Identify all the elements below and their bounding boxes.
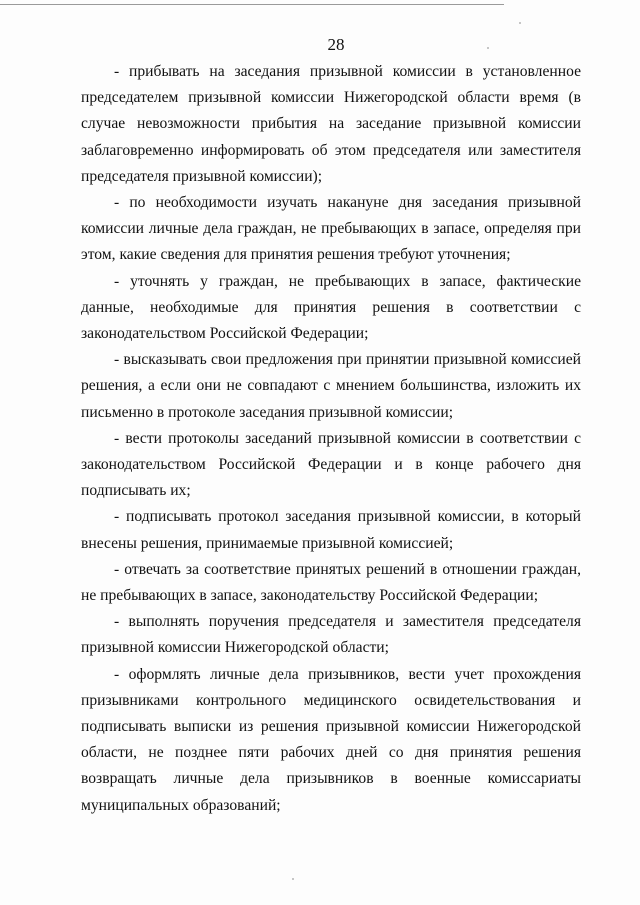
scan-edge-line bbox=[0, 4, 504, 5]
paragraph-sign-protocol: - подписывать протокол заседания призывной комиссии, в который внесены решения, принимаемые призывной комиссией; bbox=[81, 508, 581, 552]
document-body bbox=[81, 59, 581, 819]
paragraph-study-files: - по необходимости изучать накануне дня заседания призывной комиссии личные дела граждан, не пребывающих в запасе, определяя при этом, какие сведения для принятия решения требуют уточнения; bbox=[81, 194, 581, 264]
scan-speck bbox=[292, 878, 294, 880]
page-number: 28 bbox=[327, 35, 345, 54]
paragraph-clarify-data: - уточнять у граждан, не пребывающих в запасе, фактические данные, необходимые для принятия решения в соответствии с законодательством Российской Федерации; bbox=[81, 272, 581, 343]
paragraph-arrive-at-meetings: - прибывать на заседания призывной комиссии в установленное председателем призывной комиссии Нижегородской области время (в случае невозможности прибытия на заседание призывной комиссии заблаговременно информировать об этом председателя или заместителя председателя призывной комиссии); bbox=[81, 63, 581, 185]
paragraph-responsibility: - отвечать за соответствие принятых решений в отношении граждан, не пребывающих в запасе, законодательству Российской Федерации; bbox=[81, 560, 581, 605]
paragraph-keep-protocols: - вести протоколы заседаний призывной комиссии в соответствии с законодательством Российской Федерации и в конце рабочего дня подписывать их; bbox=[81, 429, 581, 500]
paragraph-process-files: - оформлять личные дела призывников, вести учет прохождения призывниками контрольного медицинского освидетельствования и подписывать выписки из решения призывной комиссии Нижегородской области, не позднее пяти рабочих дней со дня принятия решения возвращать личные дела призывников в военные комиссариаты муниципальных образований; bbox=[81, 665, 581, 814]
paragraph-execute-orders: - выполнять поручения председателя и заместителя председателя призывной комиссии Нижегородской области; bbox=[81, 613, 581, 657]
paragraph-express-proposals: - высказывать свои предложения при принятии призывной комиссией решения, а если они не совпадают с мнением большинства, изложить их письменно в протоколе заседания призывной комиссии; bbox=[81, 351, 581, 421]
scan-speck bbox=[519, 22, 521, 24]
